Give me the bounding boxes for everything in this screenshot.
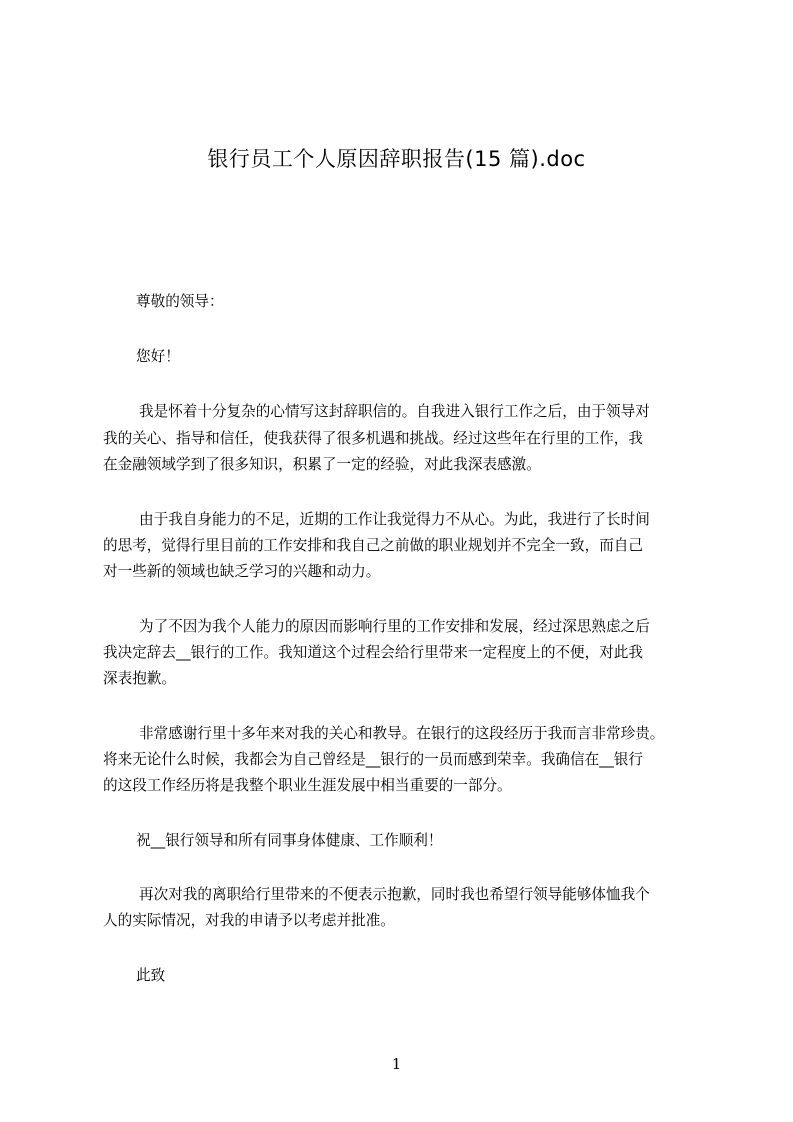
closing: 此致 bbox=[136, 967, 166, 984]
document-title: 银行员工个人原因辞职报告(15 篇).doc bbox=[207, 147, 586, 171]
paragraph-line: 为了不因为我个人能力的原因而影响行里的工作安排和发展，经过深思熟虑之后 bbox=[139, 618, 650, 635]
paragraph-line: 非常感谢行里十多年来对我的关心和教导。在银行的这段经历于我而言非常珍贵。 bbox=[139, 725, 665, 742]
paragraph-line: 对一些新的领域也缺乏学习的兴趣和动力。 bbox=[103, 563, 381, 580]
paragraph-line: 在金融领域学到了很多知识，积累了一定的经验，对此我深表感激。 bbox=[103, 456, 541, 473]
paragraph-line: 的这段工作经历将是我整个职业生涯发展中相当重要的一部分。 bbox=[103, 777, 512, 794]
page-number: 1 bbox=[391, 1055, 402, 1073]
paragraph-line: 再次对我的离职给行里带来的不便表示抱歉，同时我也希望行领导能够体恤我个 bbox=[139, 886, 650, 903]
salutation: 尊敬的领导： bbox=[136, 293, 224, 310]
paragraph-line: 将来无论什么时候，我都会为自己曾经是__银行的一员而感到荣幸。我确信在__银行 bbox=[103, 751, 643, 768]
paragraph-line: 我的关心、指导和信任，使我获得了很多机遇和挑战。经过这些年在行里的工作，我 bbox=[103, 430, 643, 447]
paragraph-line: 人的实际情况，对我的申请予以考虑并批准。 bbox=[103, 912, 395, 929]
paragraph-line: 的思考，觉得行里目前的工作安排和我自己之前做的职业规划并不完全一致，而自己 bbox=[103, 537, 643, 554]
paragraph-line: 深表抱歉。 bbox=[103, 670, 176, 687]
paragraph-line: 由于我自身能力的不足，近期的工作让我觉得力不从心。为此，我进行了长时间 bbox=[139, 511, 650, 528]
paragraph-line: 祝__银行领导和所有同事身体健康、工作顺利！ bbox=[136, 832, 443, 849]
greeting: 您好！ bbox=[136, 348, 180, 365]
paragraph-line: 我决定辞去__银行的工作。我知道这个过程会给行里带来一定程度上的不便，对此我 bbox=[103, 644, 643, 661]
paragraph-line: 我是怀着十分复杂的心情写这封辞职信的。自我进入银行工作之后，由于领导对 bbox=[139, 403, 650, 420]
